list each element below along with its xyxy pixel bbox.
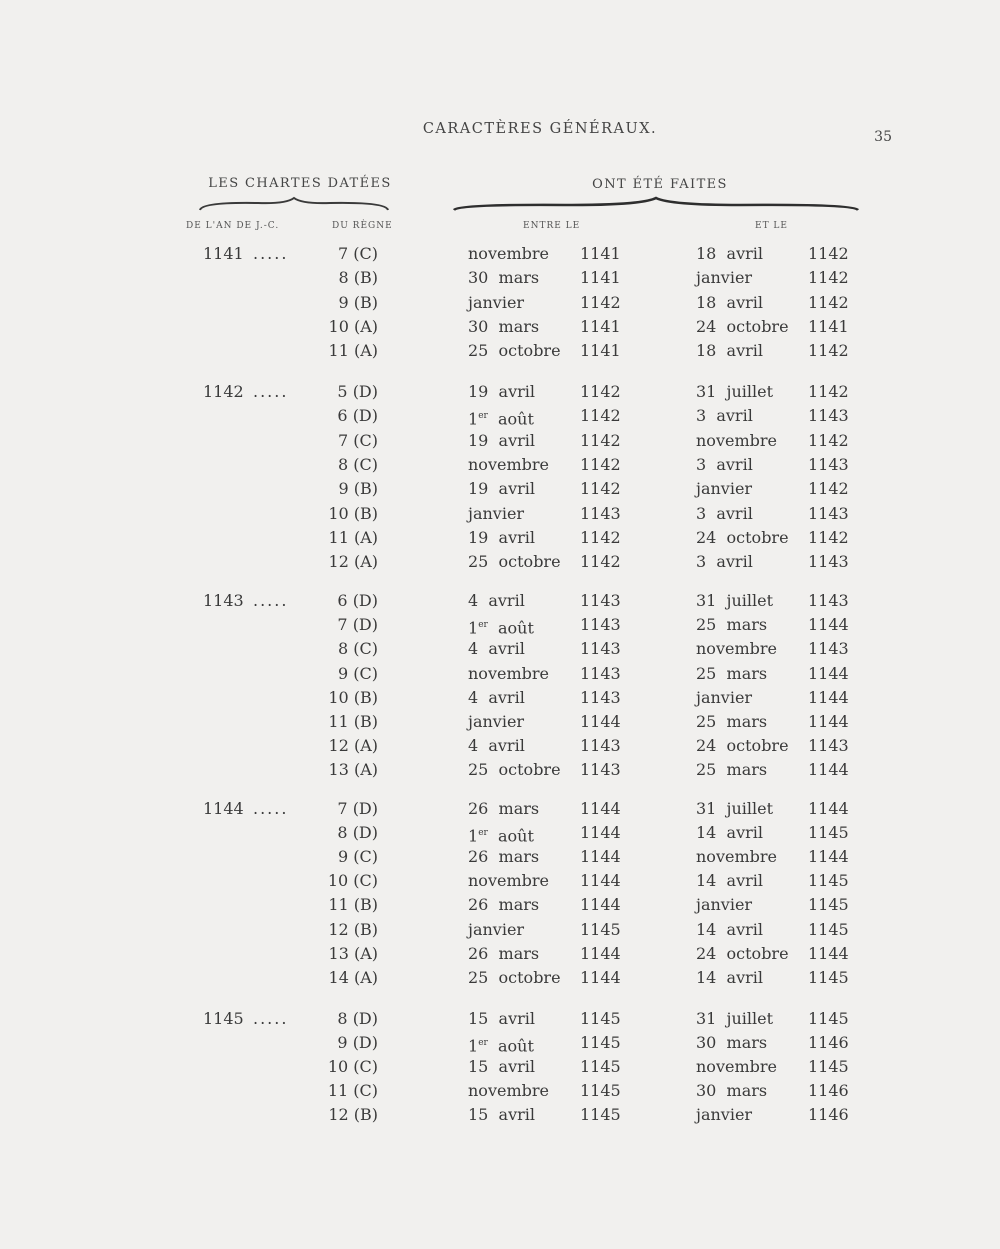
row-from-year: 1143 — [580, 663, 621, 683]
row-to-year: 1141 — [808, 316, 849, 336]
row-to-year: 1146 — [808, 1081, 849, 1101]
table-row — [0, 477, 1000, 501]
row-from-year: 1144 — [580, 712, 621, 731]
row-from-date: 19 avril — [468, 382, 535, 401]
row-from-date: 19 avril — [468, 430, 535, 450]
table-row — [0, 266, 1000, 290]
row-from-date: 25 octobre — [468, 552, 561, 572]
table-row — [0, 845, 1000, 869]
row-to-date: janvier — [696, 479, 753, 499]
row-from-year: 1142 — [580, 382, 621, 401]
row-from-year: 1144 — [580, 895, 621, 915]
row-to-date: 31 juillet — [696, 799, 774, 818]
row-reign: 13 (A) — [328, 760, 378, 780]
row-from-year: 1141 — [580, 268, 621, 288]
column-header-reign: DU RÈGNE — [332, 221, 393, 231]
row-from-date: 30 mars — [468, 268, 540, 288]
row-from-year: 1141 — [580, 341, 621, 361]
row-to-date: 3 avril — [696, 454, 753, 474]
row-from-year: 1142 — [580, 454, 621, 474]
row-reign: 11 (A) — [328, 527, 378, 547]
row-reign: 11 (B) — [328, 895, 378, 915]
table-row — [0, 662, 1000, 686]
row-from-year: 1142 — [580, 406, 621, 426]
row-from-date: 4 avril — [468, 687, 525, 707]
row-from-date: janvier — [468, 503, 525, 523]
row-reign: 12 (A) — [328, 552, 378, 572]
row-to-date: 14 avril — [696, 823, 763, 843]
row-to-year: 1142 — [808, 244, 849, 263]
row-from-year: 1141 — [580, 316, 621, 336]
row-reign: 13 (A) — [328, 943, 378, 963]
row-to-date: 18 avril — [696, 292, 763, 312]
row-reign: 7 (D) — [337, 799, 378, 818]
row-to-year: 1144 — [808, 615, 849, 635]
row-from-date: janvier — [468, 292, 525, 312]
row-from-year: 1144 — [580, 823, 621, 843]
table-row — [0, 893, 1000, 917]
row-to-year: 1143 — [808, 552, 849, 572]
row-to-date: 25 mars — [696, 760, 768, 780]
row-reign: 9 (C) — [338, 847, 378, 867]
row-from-date: 15 avril — [468, 1105, 535, 1125]
row-reign: 9 (B) — [338, 479, 378, 499]
row-reign: 5 (D) — [337, 382, 378, 401]
row-to-year: 1144 — [808, 760, 849, 780]
row-leader-dots: ..... — [253, 799, 289, 818]
table-row — [0, 966, 1000, 990]
row-to-year: 1145 — [808, 919, 849, 939]
row-to-year: 1144 — [808, 663, 849, 683]
row-to-year: 1145 — [808, 871, 849, 891]
row-to-year: 1142 — [808, 382, 849, 401]
row-from-year: 1145 — [580, 919, 621, 939]
table-row — [0, 315, 1000, 339]
table-row — [0, 1103, 1000, 1127]
row-from-date: novembre — [468, 663, 549, 683]
row-from-year: 1143 — [580, 736, 621, 756]
row-to-date: janvier — [696, 895, 753, 915]
row-from-date: 1er août — [468, 409, 534, 429]
row-reign: 8 (B) — [338, 268, 378, 288]
row-from-date: 15 avril — [468, 1009, 535, 1028]
row-from-year: 1142 — [580, 527, 621, 547]
table-row — [0, 242, 1000, 266]
table-row — [0, 758, 1000, 782]
row-reign: 11 (B) — [328, 712, 378, 731]
row-year: 1144 — [203, 799, 244, 818]
row-to-year: 1143 — [808, 639, 849, 659]
row-from-date: novembre — [468, 454, 549, 474]
row-from-date: novembre — [468, 871, 549, 891]
row-to-date: janvier — [696, 687, 753, 707]
row-from-year: 1145 — [580, 1033, 621, 1053]
table-row — [0, 1079, 1000, 1103]
row-to-year: 1142 — [808, 527, 849, 547]
table-row — [0, 918, 1000, 942]
table-row — [0, 404, 1000, 428]
table-row — [0, 942, 1000, 966]
row-to-year: 1143 — [808, 454, 849, 474]
row-leader-dots: ..... — [253, 1009, 289, 1028]
row-reign: 11 (A) — [328, 341, 378, 361]
row-to-year: 1145 — [808, 1009, 849, 1028]
row-year: 1141 — [203, 244, 244, 263]
row-from-year: 1143 — [580, 503, 621, 523]
row-reign: 7 (C) — [338, 430, 378, 450]
row-to-date: 24 octobre — [696, 736, 789, 756]
row-to-year: 1145 — [808, 1057, 849, 1077]
row-reign: 10 (B) — [328, 503, 378, 523]
row-leader-dots: ..... — [253, 591, 289, 610]
row-to-date: 25 mars — [696, 712, 768, 731]
table-row — [0, 869, 1000, 893]
row-to-year: 1144 — [808, 687, 849, 707]
row-from-year: 1142 — [580, 430, 621, 450]
row-from-year: 1144 — [580, 871, 621, 891]
page-number: 35 — [874, 129, 892, 145]
row-to-year: 1146 — [808, 1105, 849, 1125]
column-header-to: ET LE — [755, 221, 788, 231]
row-from-year: 1145 — [580, 1105, 621, 1125]
table-row — [0, 526, 1000, 550]
table-row — [0, 734, 1000, 758]
row-leader-dots: ..... — [253, 382, 289, 401]
column-header-from: ENTRE LE — [523, 221, 581, 231]
row-reign: 12 (A) — [328, 736, 378, 756]
row-to-date: novembre — [696, 1057, 777, 1077]
row-from-date: janvier — [468, 919, 525, 939]
row-from-year: 1142 — [580, 552, 621, 572]
row-from-year: 1145 — [580, 1057, 621, 1077]
row-leader-dots: ..... — [253, 244, 289, 263]
row-from-date: 1er août — [468, 826, 534, 846]
row-from-year: 1145 — [580, 1081, 621, 1101]
row-from-date: novembre — [468, 244, 549, 263]
row-reign: 10 (A) — [328, 316, 378, 336]
table-row — [0, 291, 1000, 315]
table-row — [0, 502, 1000, 526]
row-from-date: 25 octobre — [468, 967, 561, 987]
row-reign: 14 (A) — [328, 967, 378, 987]
row-to-date: 25 mars — [696, 615, 768, 635]
row-to-year: 1143 — [808, 406, 849, 426]
row-from-year: 1142 — [580, 292, 621, 312]
row-to-date: 3 avril — [696, 406, 753, 426]
group-header-right: ONT ÉTÉ FAITES — [592, 177, 728, 192]
table-row — [0, 380, 1000, 404]
row-year: 1145 — [203, 1009, 244, 1028]
table-row — [0, 339, 1000, 363]
row-reign: 9 (C) — [338, 663, 378, 683]
row-reign: 7 (C) — [338, 244, 378, 263]
row-to-year: 1142 — [808, 430, 849, 450]
table-row — [0, 821, 1000, 845]
row-year: 1142 — [203, 382, 244, 401]
row-from-date: 19 avril — [468, 479, 535, 499]
group-header-left: LES CHARTES DATÉES — [208, 176, 392, 191]
row-to-date: 24 octobre — [696, 943, 789, 963]
row-to-date: 31 juillet — [696, 1009, 774, 1028]
table-row — [0, 1007, 1000, 1031]
row-from-date: 4 avril — [468, 591, 525, 610]
row-from-date: 19 avril — [468, 527, 535, 547]
row-from-date: 25 octobre — [468, 341, 561, 361]
row-from-year: 1144 — [580, 967, 621, 987]
row-to-date: janvier — [696, 268, 753, 288]
row-to-year: 1144 — [808, 712, 849, 731]
row-reign: 6 (D) — [337, 591, 378, 610]
table-row — [0, 1055, 1000, 1079]
row-to-year: 1146 — [808, 1033, 849, 1053]
row-to-date: 18 avril — [696, 244, 763, 263]
row-to-date: novembre — [696, 639, 777, 659]
row-to-date: 24 octobre — [696, 527, 789, 547]
row-from-date: 25 octobre — [468, 760, 561, 780]
row-reign: 7 (D) — [337, 615, 378, 635]
row-reign: 10 (C) — [327, 871, 378, 891]
row-from-date: 4 avril — [468, 736, 525, 756]
column-header-year: DE L'AN DE J.-C. — [186, 221, 280, 231]
row-to-date: 31 juillet — [696, 591, 774, 610]
row-reign: 6 (D) — [337, 406, 378, 426]
row-from-year: 1141 — [580, 244, 621, 263]
table-row — [0, 637, 1000, 661]
row-to-year: 1144 — [808, 943, 849, 963]
row-reign: 12 (B) — [328, 919, 378, 939]
row-to-date: 14 avril — [696, 967, 763, 987]
row-from-date: 26 mars — [468, 943, 540, 963]
row-year: 1143 — [203, 591, 244, 610]
row-reign: 10 (C) — [327, 1057, 378, 1077]
row-to-date: 30 mars — [696, 1033, 768, 1053]
table-row — [0, 797, 1000, 821]
row-to-year: 1142 — [808, 292, 849, 312]
row-from-year: 1143 — [580, 615, 621, 635]
row-from-year: 1143 — [580, 760, 621, 780]
running-title: CARACTÈRES GÉNÉRAUX. — [422, 121, 658, 137]
row-to-date: novembre — [696, 847, 777, 867]
row-from-year: 1143 — [580, 687, 621, 707]
right-brace — [452, 196, 860, 214]
row-from-year: 1143 — [580, 639, 621, 659]
row-from-year: 1143 — [580, 591, 621, 610]
table-row — [0, 550, 1000, 574]
row-to-date: 25 mars — [696, 663, 768, 683]
row-from-date: 26 mars — [468, 895, 540, 915]
row-to-date: 24 octobre — [696, 316, 789, 336]
row-from-date: novembre — [468, 1081, 549, 1101]
row-to-year: 1143 — [808, 503, 849, 523]
table-row — [0, 453, 1000, 477]
row-to-year: 1143 — [808, 591, 849, 610]
row-from-year: 1145 — [580, 1009, 621, 1028]
row-reign: 9 (D) — [337, 1033, 378, 1053]
row-from-date: 26 mars — [468, 799, 540, 818]
table-row — [0, 429, 1000, 453]
row-from-year: 1144 — [580, 847, 621, 867]
row-from-year: 1142 — [580, 479, 621, 499]
row-to-year: 1143 — [808, 736, 849, 756]
row-to-date: novembre — [696, 430, 777, 450]
row-from-date: 30 mars — [468, 316, 540, 336]
row-to-year: 1142 — [808, 341, 849, 361]
row-to-year: 1142 — [808, 479, 849, 499]
row-to-year: 1144 — [808, 847, 849, 867]
row-reign: 11 (C) — [327, 1081, 378, 1101]
row-to-date: 14 avril — [696, 919, 763, 939]
left-brace — [198, 196, 390, 212]
table-row — [0, 1031, 1000, 1055]
row-to-date: 31 juillet — [696, 382, 774, 401]
row-to-year: 1145 — [808, 895, 849, 915]
table-row — [0, 710, 1000, 734]
row-from-date: 4 avril — [468, 639, 525, 659]
row-to-year: 1144 — [808, 799, 849, 818]
row-to-date: 3 avril — [696, 503, 753, 523]
table-row — [0, 613, 1000, 637]
row-reign: 9 (B) — [338, 292, 378, 312]
row-reign: 8 (D) — [337, 1009, 378, 1028]
row-to-date: 18 avril — [696, 341, 763, 361]
table-row — [0, 589, 1000, 613]
row-from-date: janvier — [468, 712, 525, 731]
row-to-year: 1145 — [808, 823, 849, 843]
row-to-date: 30 mars — [696, 1081, 768, 1101]
row-reign: 12 (B) — [328, 1105, 378, 1125]
row-from-date: 1er août — [468, 1036, 534, 1056]
row-to-date: 3 avril — [696, 552, 753, 572]
row-to-year: 1145 — [808, 967, 849, 987]
row-from-date: 15 avril — [468, 1057, 535, 1077]
row-to-date: janvier — [696, 1105, 753, 1125]
row-from-year: 1144 — [580, 943, 621, 963]
table-row — [0, 686, 1000, 710]
row-from-year: 1144 — [580, 799, 621, 818]
row-reign: 10 (B) — [328, 687, 378, 707]
row-reign: 8 (C) — [338, 639, 378, 659]
row-to-date: 14 avril — [696, 871, 763, 891]
row-reign: 8 (D) — [337, 823, 378, 843]
row-from-date: 1er août — [468, 618, 534, 638]
row-to-year: 1142 — [808, 268, 849, 288]
row-from-date: 26 mars — [468, 847, 540, 867]
row-reign: 8 (C) — [338, 454, 378, 474]
